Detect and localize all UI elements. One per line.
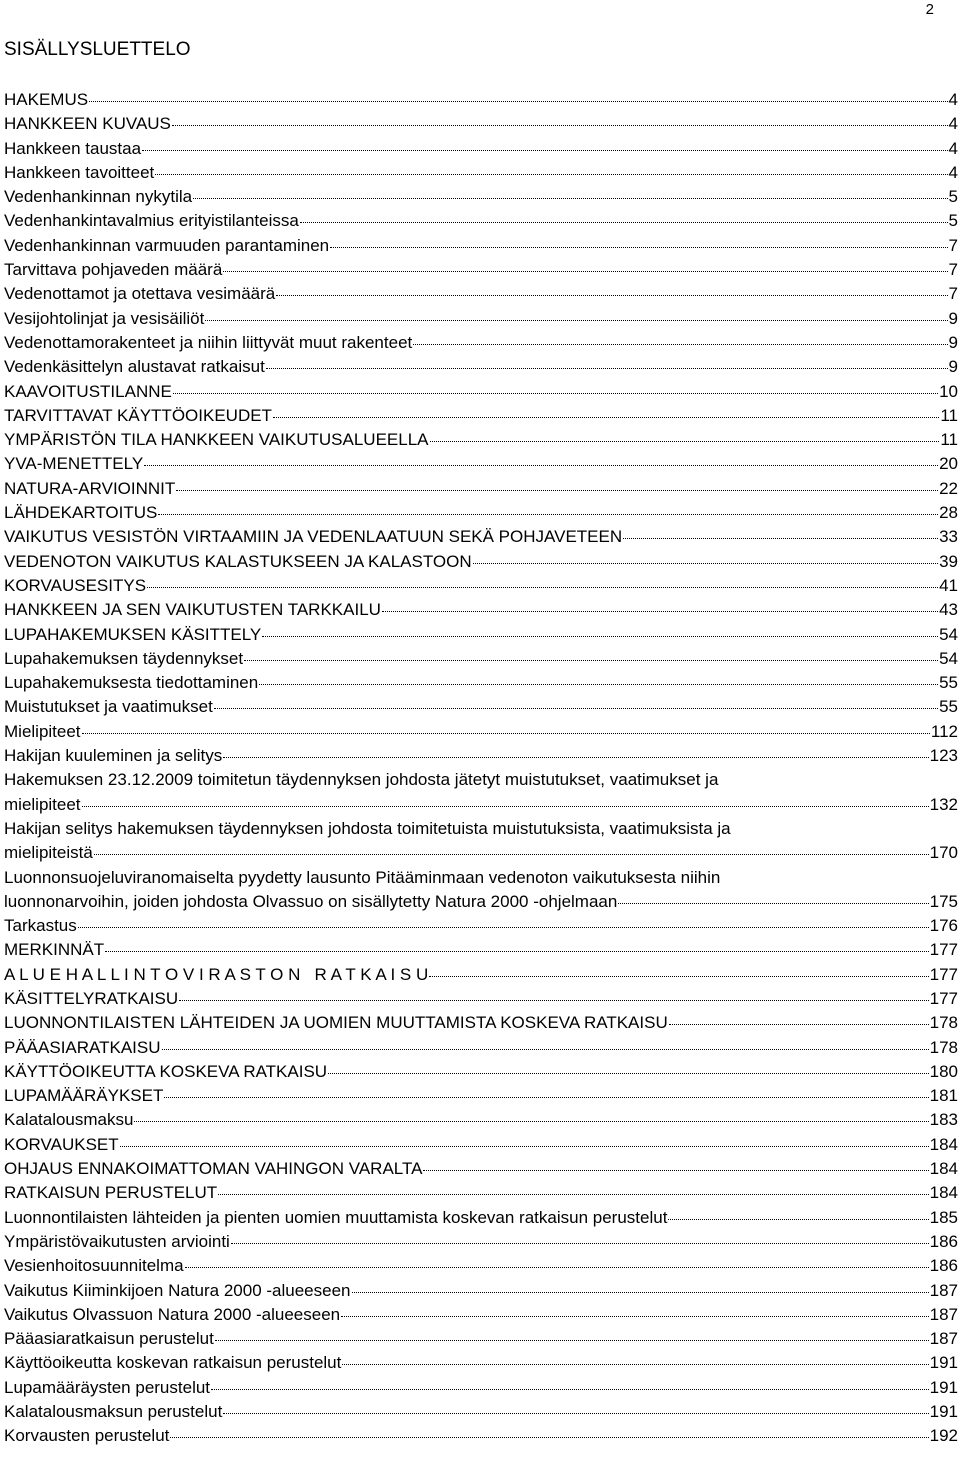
toc-entry[interactable] [4,793,958,817]
toc-entry-page-number: 187 [929,1329,958,1349]
toc-entry-title: HAKEMUS [4,90,89,109]
toc-entry[interactable] [4,744,958,768]
toc-entry-title: KÄSITTELYRATKAISU [4,988,179,1008]
toc-entry-page-number: 28 [939,503,958,523]
toc-entry[interactable] [4,866,958,890]
toc-entry-title: Käyttöoikeutta koskevan ratkaisun perustelut [4,1353,342,1373]
table-of-contents [4,88,958,1449]
toc-entry-page-number: 178 [929,1013,958,1033]
toc-entry-page-number: 5 [948,187,958,207]
toc-entry-title: KORVAUSESITYS [4,575,147,595]
toc-entry[interactable] [4,1376,958,1400]
toc-entry-page-number: 177 [929,964,958,984]
toc-dot-leader [218,1194,928,1195]
toc-dot-leader [162,1049,929,1050]
toc-entry-title: Ympäristövaikutusten arviointi [4,1231,230,1251]
toc-entry-title: Vedenhankintavalmius erityistilanteissa [4,211,299,231]
toc-entry-page-number: 175 [929,891,958,911]
toc-entry[interactable] [4,914,958,938]
toc-entry-page-number: 187 [929,1304,958,1324]
toc-entry[interactable] [4,550,958,574]
toc-entry-title: Luonnonsuojeluviranomaiselta pyydetty lausunto Pitääminmaan vedenoton vaikutuksesta niihin [4,867,721,887]
toc-dot-leader [82,733,930,734]
toc-entry-page-number: 43 [939,600,958,620]
toc-dot-leader [170,1437,928,1438]
toc-entry-title: KÄYTTÖOIKEUTTA KOSKEVA RATKAISU [4,1061,328,1081]
page-title: SISÄLLYSLUETTELO [4,39,191,60]
toc-entry-page-number: 184 [929,1183,958,1203]
toc-dot-leader [155,174,947,175]
toc-entry-page-number: 186 [929,1231,958,1251]
toc-entry-page-number: 11 [940,405,958,425]
toc-dot-leader [429,976,928,977]
toc-entry[interactable] [4,428,958,452]
toc-entry-page-number: 191 [929,1353,958,1373]
toc-entry[interactable] [4,1279,958,1303]
toc-entry[interactable] [4,1133,958,1157]
toc-entry-page-number: 178 [929,1037,958,1057]
toc-entry[interactable] [4,720,958,744]
toc-entry-page-number: 180 [929,1061,958,1081]
toc-dot-leader [94,854,929,855]
toc-entry-title: Vedenkäsittelyn alustavat ratkaisut [4,357,265,377]
toc-entry-title: Vesienhoitosuunnitelma [4,1256,184,1276]
toc-entry-page-number: 183 [929,1110,958,1130]
toc-dot-leader [211,1389,929,1390]
toc-entry[interactable] [4,234,958,258]
toc-dot-leader [147,587,938,588]
toc-entry-page-number: 123 [929,746,958,766]
toc-entry-title: Muistutukset ja vaatimukset [4,697,213,717]
toc-entry[interactable] [4,647,958,671]
toc-entry[interactable] [4,1036,958,1060]
toc-entry[interactable] [4,1181,958,1205]
toc-entry[interactable] [4,112,958,136]
toc-entry[interactable] [4,598,958,622]
toc-entry-title: Vesijohtolinjat ja vesisäiliöt [4,308,205,328]
toc-entry-page-number: 177 [929,988,958,1008]
toc-dot-leader [262,636,938,637]
toc-entry-title: Tarvittava pohjaveden määrä [4,260,223,280]
toc-entry-title: NATURA-ARVIOINNIT [4,478,176,498]
toc-dot-leader [668,1219,928,1220]
toc-entry-page-number: 55 [939,673,958,693]
toc-entry-title: A L U E H A L L I N T O V I R A S T O N R A T K A I S U [4,964,429,984]
toc-entry[interactable] [4,282,958,306]
toc-dot-leader [430,441,940,442]
toc-entry[interactable] [4,307,958,331]
toc-entry-title: Lupahakemuksesta tiedottaminen [4,673,259,693]
toc-dot-leader [618,903,928,904]
toc-entry-title: PÄÄASIARATKAISU [4,1037,161,1057]
toc-entry-page-number: 7 [948,260,958,280]
toc-entry-page-number: 4 [948,90,958,109]
toc-dot-leader [341,1316,929,1317]
toc-dot-leader [193,198,947,199]
toc-entry-page-number: 4 [948,114,958,134]
toc-entry-title: mielipiteet [4,794,81,814]
toc-entry-title: Mielipiteet [4,721,81,741]
toc-entry-page-number: 170 [929,843,958,863]
toc-entry[interactable] [4,137,958,161]
toc-entry-title: KAAVOITUSTILANNE [4,381,172,401]
toc-dot-leader [173,393,938,394]
toc-entry-page-number: 5 [948,211,958,231]
toc-entry-page-number: 11 [940,430,958,450]
toc-entry-page-number: 9 [948,357,958,377]
toc-entry[interactable] [4,525,958,549]
toc-entry-title: Hakijan kuuleminen ja selitys [4,746,223,766]
toc-entry-page-number: 112 [930,721,958,741]
toc-dot-leader [105,951,929,952]
toc-dot-leader [328,1073,929,1074]
toc-entry-page-number: 4 [948,138,958,158]
toc-entry-title: Vaikutus Kiiminkijoen Natura 2000 -alueeseen [4,1280,351,1300]
toc-entry-page-number: 54 [939,648,958,668]
toc-dot-leader [300,222,948,223]
toc-entry[interactable] [4,768,958,792]
toc-entry[interactable] [4,404,958,428]
toc-entry-page-number: 10 [939,381,958,401]
toc-entry-page-number: 181 [929,1086,958,1106]
toc-entry[interactable] [4,161,958,185]
toc-entry-page-number: 191 [929,1377,958,1397]
toc-entry-title: Lupamääräysten perustelut [4,1377,211,1397]
toc-entry-title: Korvausten perustelut [4,1426,170,1446]
toc-dot-leader [266,368,948,369]
toc-entry-page-number: 187 [929,1280,958,1300]
toc-entry[interactable] [4,817,958,841]
toc-entry-title: TARVITTAVAT KÄYTTÖOIKEUDET [4,405,272,425]
toc-entry[interactable] [4,1060,958,1084]
toc-entry-title: HANKKEEN KUVAUS [4,114,171,134]
toc-dot-leader [215,1340,929,1341]
toc-entry-page-number: 41 [939,575,958,595]
toc-dot-leader [244,660,938,661]
toc-entry-title: Vedenhankinnan nykytila [4,187,193,207]
toc-entry-page-number: 33 [939,527,958,547]
toc-dot-leader [134,1121,928,1122]
toc-entry-page-number: 9 [948,308,958,328]
toc-dot-leader [78,927,929,928]
toc-dot-leader [176,490,938,491]
toc-entry[interactable] [4,501,958,525]
toc-entry[interactable] [4,1206,958,1230]
toc-entry[interactable] [4,1400,958,1424]
toc-dot-leader [223,271,947,272]
toc-dot-leader [142,150,947,151]
toc-entry-title: Vedenottamot ja otettava vesimäärä [4,284,276,304]
toc-dot-leader [473,563,938,564]
toc-dot-leader [259,684,938,685]
toc-entry[interactable] [4,452,958,476]
toc-entry[interactable] [4,1084,958,1108]
toc-dot-leader [276,295,947,296]
toc-entry-title: Hakemuksen 23.12.2009 toimitetun täydennyksen johdosta jätetyt muistutukset, vaatimukset ja [4,770,719,790]
toc-dot-leader [413,344,947,345]
toc-entry[interactable] [4,380,958,404]
toc-entry[interactable] [4,1303,958,1327]
toc-dot-leader [89,101,947,102]
toc-entry-page-number: 54 [939,624,958,644]
toc-entry-page-number: 191 [929,1402,958,1422]
toc-entry-page-number: 22 [939,478,958,498]
toc-entry-page-number: 185 [929,1207,958,1227]
toc-entry[interactable] [4,695,958,719]
toc-dot-leader [382,611,938,612]
toc-entry-page-number: 132 [929,794,958,814]
toc-entry[interactable] [4,574,958,598]
toc-dot-leader [179,1000,928,1001]
page-number: 2 [925,1,934,18]
toc-entry-title: Hankkeen tavoitteet [4,162,155,182]
toc-entry-page-number: 39 [939,551,958,571]
toc-entry[interactable] [4,1327,958,1351]
toc-entry-title: Pääasiaratkaisun perustelut [4,1329,214,1349]
toc-dot-leader [423,1170,928,1171]
toc-dot-leader [342,1364,928,1365]
toc-entry[interactable] [4,938,958,962]
toc-dot-leader [120,1146,929,1147]
toc-entry[interactable] [4,671,958,695]
toc-entry-title: Vaikutus Olvassuon Natura 2000 -alueeseen [4,1304,341,1324]
toc-entry-page-number: 7 [948,235,958,255]
toc-entry[interactable] [4,477,958,501]
toc-entry[interactable] [4,963,958,987]
toc-dot-leader [144,465,938,466]
toc-entry-page-number: 20 [939,454,958,474]
toc-dot-leader [273,417,939,418]
toc-entry-page-number: 7 [948,284,958,304]
toc-entry[interactable] [4,1108,958,1132]
toc-entry-title: HANKKEEN JA SEN VAIKUTUSTEN TARKKAILU [4,600,381,620]
toc-entry-title: Hankkeen taustaa [4,138,142,158]
toc-dot-leader [172,125,948,126]
toc-entry-page-number: 192 [929,1426,958,1446]
toc-entry[interactable] [4,355,958,379]
toc-entry[interactable] [4,890,958,914]
toc-entry-title: LUONNONTILAISTEN LÄHTEIDEN JA UOMIEN MUUTTAMISTA KOSKEVA RATKAISU [4,1013,668,1033]
toc-entry[interactable] [4,1351,958,1375]
toc-dot-leader [623,538,938,539]
toc-dot-leader [352,1292,929,1293]
toc-entry-page-number: 55 [939,697,958,717]
toc-dot-leader [231,1243,929,1244]
toc-entry-page-number: 186 [929,1256,958,1276]
toc-entry[interactable] [4,209,958,233]
toc-entry-title: Luonnontilaisten lähteiden ja pienten uomien muuttamista koskevan ratkaisun perustelut [4,1207,668,1227]
toc-entry-title: Lupahakemuksen täydennykset [4,648,244,668]
toc-entry[interactable] [4,185,958,209]
toc-entry-title: MERKINNÄT [4,940,105,960]
toc-entry-title: Kalatalousmaksu [4,1110,134,1130]
toc-entry[interactable] [4,258,958,282]
toc-entry[interactable] [4,331,958,355]
toc-entry[interactable] [4,623,958,647]
toc-entry-page-number: 184 [929,1134,958,1154]
toc-entry[interactable] [4,1011,958,1035]
toc-entry-page-number: 184 [929,1159,958,1179]
toc-entry-page-number: 177 [929,940,958,960]
toc-entry-title: LÄHDEKARTOITUS [4,503,158,523]
toc-dot-leader [223,1413,928,1414]
toc-entry-title: YMPÄRISTÖN TILA HANKKEEN VAIKUTUSALUEELLA [4,430,429,450]
toc-entry-page-number: 176 [929,916,958,936]
toc-entry[interactable] [4,1157,958,1181]
toc-entry-title: YVA-MENETTELY [4,454,144,474]
toc-entry[interactable] [4,1230,958,1254]
toc-entry-title: LUPAMÄÄRÄYKSET [4,1086,164,1106]
toc-entry[interactable] [4,88,958,112]
toc-entry[interactable] [4,841,958,865]
toc-entry-title: VEDENOTON VAIKUTUS KALASTUKSEEN JA KALASTOON [4,551,472,571]
toc-dot-leader [158,514,938,515]
toc-dot-leader [205,320,947,321]
toc-dot-leader [214,708,938,709]
toc-entry-page-number: 4 [948,162,958,182]
toc-entry-title: OHJAUS ENNAKOIMATTOMAN VAHINGON VARALTA [4,1159,423,1179]
toc-dot-leader [669,1024,929,1025]
toc-entry-title: KORVAUKSET [4,1134,119,1154]
toc-entry[interactable] [4,987,958,1011]
toc-entry-title: RATKAISUN PERUSTELUT [4,1183,218,1203]
toc-entry[interactable] [4,1424,958,1448]
toc-dot-leader [82,806,929,807]
toc-entry-title: Tarkastus [4,916,77,936]
toc-entry-title: Vedenottamorakenteet ja niihin liittyvät muut rakenteet [4,332,413,352]
toc-entry-title: mielipiteistä [4,843,93,863]
toc-entry-page-number: 9 [948,332,958,352]
toc-dot-leader [223,757,928,758]
toc-entry-title: Kalatalousmaksun perustelut [4,1402,223,1422]
toc-entry-title: LUPAHAKEMUKSEN KÄSITTELY [4,624,262,644]
toc-entry-title: Vedenhankinnan varmuuden parantaminen [4,235,330,255]
toc-dot-leader [164,1097,928,1098]
toc-entry[interactable] [4,1254,958,1278]
toc-entry-title: VAIKUTUS VESISTÖN VIRTAAMIIN JA VEDENLAATUUN SEKÄ POHJAVETEEN [4,527,623,547]
toc-entry-title: Hakijan selitys hakemuksen täydennyksen johdosta toimitetuista muistutuksista, vaatimuksista ja [4,818,731,838]
toc-dot-leader [185,1267,929,1268]
toc-dot-leader [330,247,947,248]
toc-entry-title: luonnonarvoihin, joiden johdosta Olvassuo on sisällytetty Natura 2000 -ohjelmaan [4,891,618,911]
